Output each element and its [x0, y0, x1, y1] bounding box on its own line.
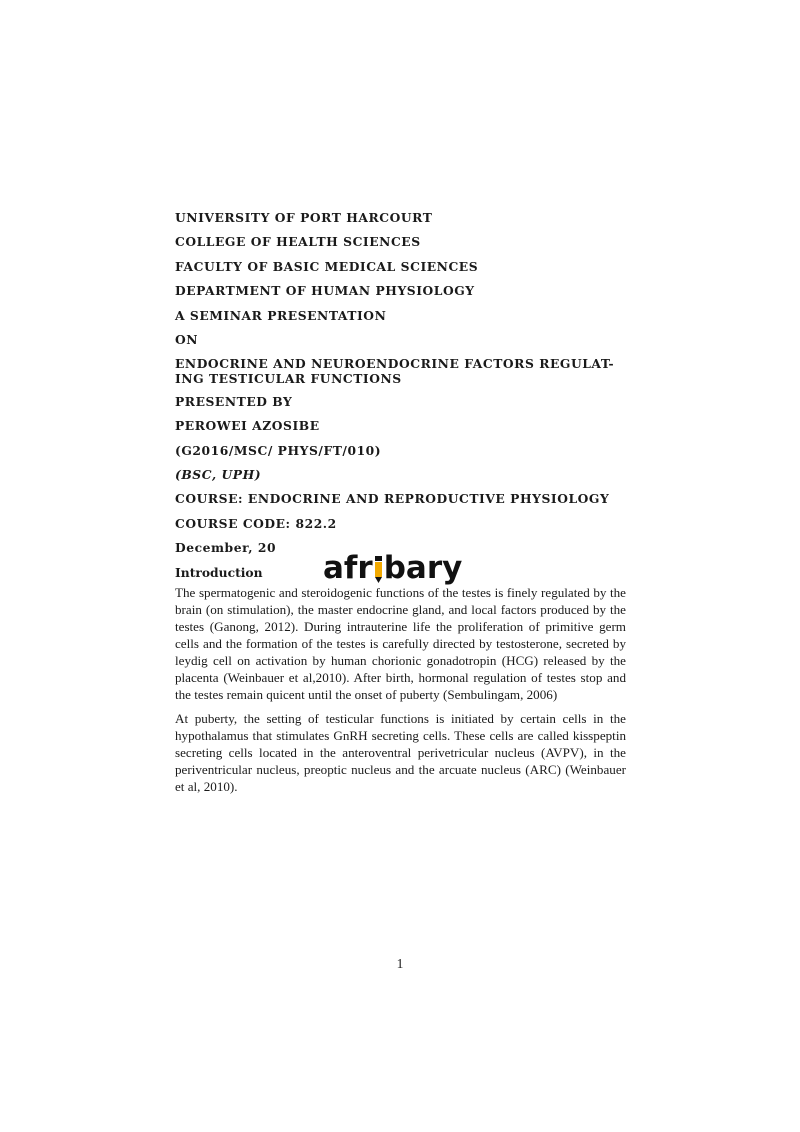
presented-by-label: PRESENTED BY: [175, 393, 293, 409]
faculty-name: FACULTY OF BASIC MEDICAL SCIENCES: [175, 258, 479, 274]
department-name: DEPARTMENT OF HUMAN PHYSIOLOGY: [175, 283, 475, 299]
seminar-label: A SEMINAR PRESENTATION: [175, 307, 387, 323]
college-name: COLLEGE OF HEALTH SCIENCES: [175, 234, 421, 250]
course-title: COURSE: ENDOCRINE AND REPRODUCTIVE PHYSIOLOGY: [175, 491, 610, 507]
on-label: ON: [175, 331, 199, 347]
registration-number: (G2016/MSC/ PHYS/FT/010): [175, 442, 382, 458]
seminar-topic: ENDOCRINE AND NEUROENDOCRINE FACTORS REGULAT-ING TESTICULAR FUNCTIONS: [175, 356, 615, 387]
introduction-paragraph-1: The spermatogenic and steroidogenic functions of the testes is finely regulated by the brain (on stimulation), the master endocrine gland, and local factors produced by the testes (Ganong, 2012). During intrauterine life the proliferation of primitive germ cells and the formation of the testes is carefully directed by testosterone, secreted by leydig cell on activation by human chorionic gonadotropin (HCG) released by the placenta (Weinbauer et al,2010). After birth, hormonal regulation of testes stop and the testes remain quicent until the onset of puberty (Sembulingam, 2006): [175, 584, 626, 702]
university-name: UNIVERSITY OF PORT HARCOURT: [175, 210, 433, 225]
introduction-paragraph-2: At puberty, the setting of testicular functions is initiated by certain cells in the hypothalamus that stimulates GnRH secreting cells. These cells are called kisspeptin secreting cells located in the anteroventral perivetricular nucleus (AVPV), in the periventricular nucleus, preoptic nucleus and the arcuate nucleus (ARC) (Weinbauer et al, 2010).: [175, 710, 626, 794]
logo-text-left: afr: [323, 550, 373, 586]
page-number: 1: [396, 956, 404, 971]
presenter-name: PEROWEI AZOSIBE: [175, 418, 320, 434]
introduction-heading: Introduction: [175, 564, 263, 580]
document-page: [175, 210, 626, 802]
course-code: COURSE CODE: 822.2: [175, 515, 337, 531]
presentation-date: December, 20: [175, 540, 277, 556]
degree-label: (BSC, UPH): [175, 467, 262, 483]
logo-text-right: bary: [383, 550, 463, 586]
